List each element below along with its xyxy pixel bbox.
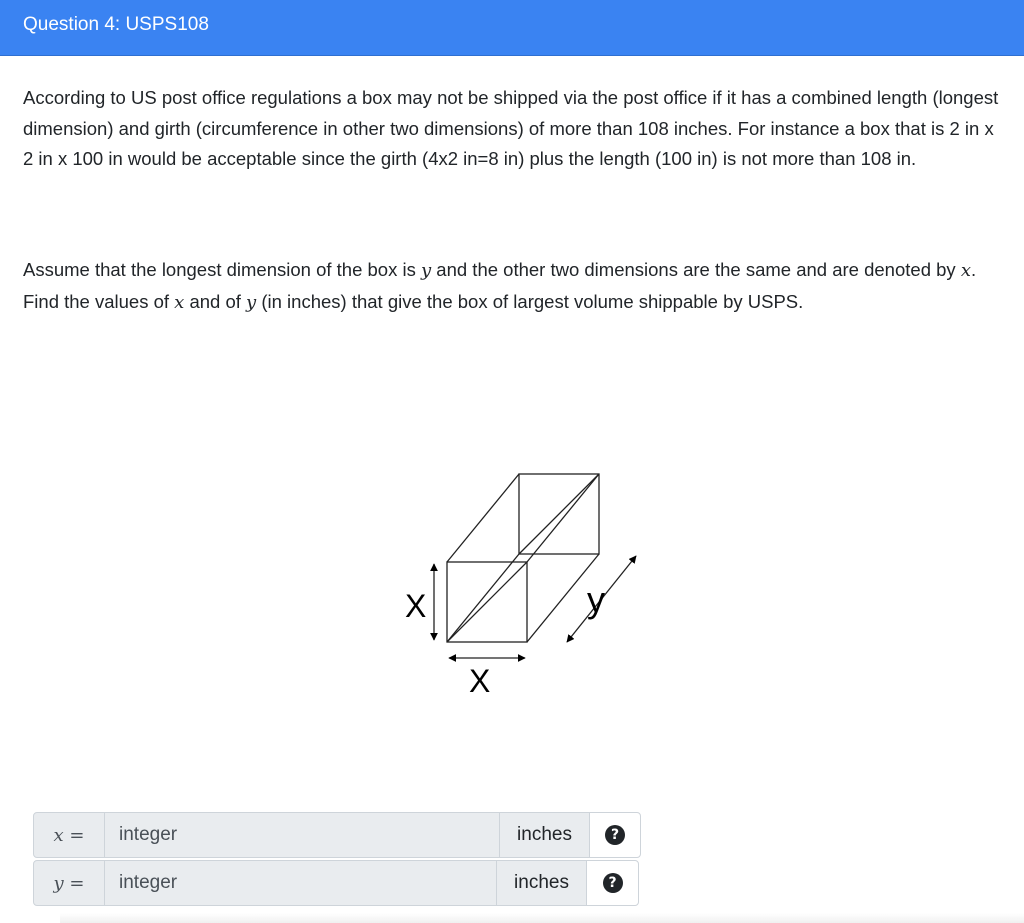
- answer-row-y: [33, 860, 639, 908]
- answer-label-x: [33, 812, 105, 858]
- answer-label-text: x =: [53, 824, 85, 846]
- units-label-y: inches: [496, 860, 587, 906]
- question-title: Question 4: USPS108: [23, 14, 209, 35]
- box-outline: [447, 474, 599, 642]
- math-variable-x: x: [960, 260, 971, 281]
- math-variable-y: y: [246, 291, 257, 313]
- question-header: [0, 0, 1024, 56]
- question-circle-icon: ?: [605, 825, 625, 845]
- paragraph-text: and the other two dimensions are the same and are denoted by: [431, 259, 961, 280]
- units-label-x: inches: [499, 812, 590, 858]
- paragraph-text: Assume that the longest dimension of the box is: [23, 259, 421, 280]
- paragraph-text: and of: [184, 290, 247, 312]
- answer-label-y: [33, 860, 105, 906]
- box-diagram: [395, 462, 655, 702]
- answer-input-y[interactable]: integer: [104, 860, 497, 906]
- paragraph-text: (in inches) that give the box of largest volume shippable by USPS.: [256, 290, 804, 312]
- help-button-y[interactable]: [586, 860, 639, 906]
- answer-input-x[interactable]: integer: [104, 812, 500, 858]
- question-paragraph-1: According to US post office regulations a box may not be shipped via the post office if it has a combined length (longest dimension) and girth (circumference in other two dimensions) of more than 108 inches. For instance a box that is 2 in x 2 in x 100 in would be acceptable since the girth (4x2 in=8 in) plus the length (100 in) is not more than 108 in.: [23, 87, 999, 169]
- card-bottom-shadow: [60, 913, 1024, 923]
- height-label: X: [405, 588, 427, 624]
- paragraph-text: . Find the values of: [23, 259, 977, 312]
- math-variable-x: x: [174, 291, 185, 313]
- length-label: y: [587, 579, 605, 620]
- help-button-x[interactable]: [589, 812, 641, 858]
- math-variable-y: y: [420, 260, 432, 281]
- question-paragraph-2: [23, 255, 1008, 318]
- answer-label-text: y =: [53, 872, 85, 894]
- width-label: X: [469, 663, 491, 699]
- answer-row-x: [33, 812, 641, 860]
- question-circle-icon: ?: [603, 873, 623, 893]
